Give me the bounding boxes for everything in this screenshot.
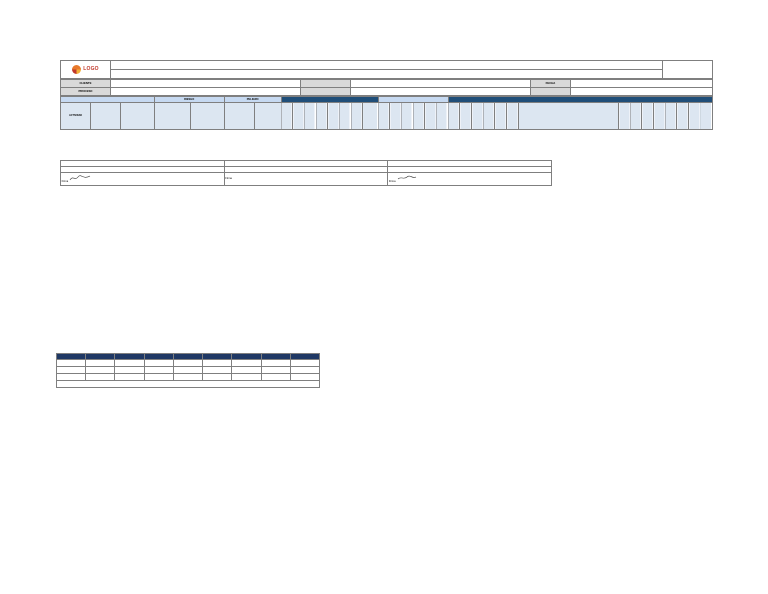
version-cell	[290, 360, 319, 367]
column-header	[339, 103, 351, 130]
version-cell	[203, 367, 232, 374]
aprobo-signature: Firma	[388, 173, 552, 186]
column-header	[154, 103, 191, 130]
logo-cell	[61, 61, 111, 79]
column-header	[191, 103, 224, 130]
column-header	[700, 103, 712, 130]
matrix-column-headers	[61, 103, 713, 130]
proceso-value	[111, 88, 301, 96]
fecha-label: FECHA	[531, 80, 571, 88]
group-evaluacion	[281, 97, 378, 103]
signature-mark-icon	[69, 174, 91, 182]
info-block	[60, 79, 713, 96]
version-cell	[173, 374, 202, 381]
version-cell	[57, 367, 86, 374]
column-header	[254, 103, 281, 130]
reviso-signature: Firma	[224, 173, 388, 186]
logo-text: LOGO	[83, 65, 99, 72]
vigencia-value	[571, 88, 713, 96]
version-cell	[144, 367, 173, 374]
column-header	[472, 103, 484, 130]
version-cell	[261, 367, 290, 374]
logo-mark-icon	[72, 65, 81, 74]
version-cell	[57, 374, 86, 381]
column-header	[316, 103, 328, 130]
column-header	[224, 103, 254, 130]
version-cell	[115, 374, 144, 381]
column-header	[293, 103, 305, 130]
signature-mark-icon	[396, 174, 418, 182]
document-title	[111, 61, 663, 70]
elaboracion-value	[351, 80, 531, 88]
column-header	[401, 103, 413, 130]
column-header	[689, 103, 701, 130]
version-cell	[290, 374, 319, 381]
column-header	[518, 103, 618, 130]
column-header	[413, 103, 425, 130]
document-meta	[663, 61, 713, 79]
column-header	[665, 103, 677, 130]
version-note	[57, 381, 320, 388]
cliente-value	[111, 80, 301, 88]
version-cell	[86, 374, 115, 381]
column-header	[425, 103, 437, 130]
responsable-label	[301, 88, 351, 96]
proceso-label: PROCESO	[61, 88, 111, 96]
version-cell	[86, 360, 115, 367]
document-subtitle	[111, 70, 663, 79]
responsable-value	[351, 88, 531, 96]
column-header	[448, 103, 460, 130]
column-header	[281, 103, 293, 130]
group-peligro: PELIGRO	[224, 97, 281, 103]
document-header	[60, 60, 713, 79]
version-row	[57, 360, 320, 367]
version-cell	[144, 374, 173, 381]
version-cell	[203, 374, 232, 381]
version-cell	[144, 360, 173, 367]
column-header	[654, 103, 666, 130]
version-cell	[290, 367, 319, 374]
version-cell	[173, 360, 202, 367]
column-header	[436, 103, 448, 130]
risk-matrix-table	[60, 96, 713, 130]
company-logo	[62, 65, 110, 74]
version-cell	[203, 360, 232, 367]
version-control-table	[56, 353, 320, 388]
signature-block	[60, 160, 552, 186]
column-header	[378, 103, 390, 130]
vigencia-label	[531, 88, 571, 96]
column-header	[483, 103, 495, 130]
version-row	[57, 374, 320, 381]
risk-matrix-sheet	[60, 60, 713, 186]
version-cell	[232, 367, 261, 374]
column-header	[642, 103, 654, 130]
group-valoracion	[378, 97, 448, 103]
column-header: ACTIVIDAD	[61, 103, 91, 130]
version-cell	[173, 367, 202, 374]
column-header	[121, 103, 154, 130]
column-header	[677, 103, 689, 130]
column-header	[507, 103, 519, 130]
column-header	[460, 103, 472, 130]
cliente-label: CLIENTE	[61, 80, 111, 88]
version-cell	[115, 367, 144, 374]
version-cell	[232, 360, 261, 367]
version-cell	[57, 360, 86, 367]
fecha-value	[571, 80, 713, 88]
version-cell	[115, 360, 144, 367]
version-body	[57, 360, 320, 381]
group-riesgo: RIESGO	[154, 97, 224, 103]
column-header	[351, 103, 363, 130]
column-header	[619, 103, 631, 130]
column-header	[363, 103, 378, 130]
column-header	[328, 103, 340, 130]
column-header	[390, 103, 402, 130]
version-row	[57, 367, 320, 374]
column-header	[304, 103, 316, 130]
column-header	[630, 103, 642, 130]
version-cell	[232, 374, 261, 381]
version-cell	[261, 360, 290, 367]
version-cell	[261, 374, 290, 381]
column-header	[495, 103, 507, 130]
elaboro-signature: Firma	[61, 173, 225, 186]
version-cell	[86, 367, 115, 374]
column-header	[91, 103, 121, 130]
elaboracion-label	[301, 80, 351, 88]
